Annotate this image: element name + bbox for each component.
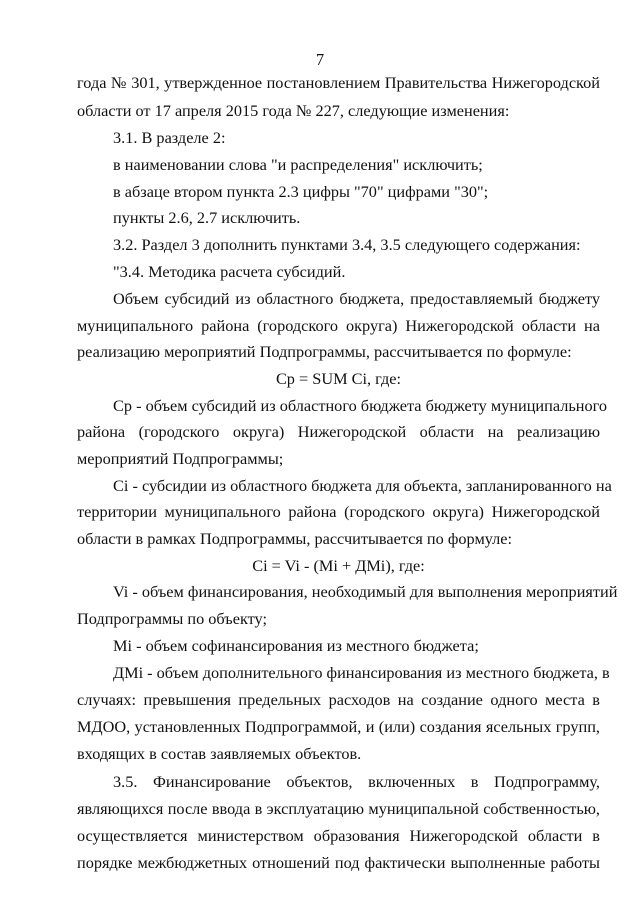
text-line: муниципального района (городского округа) Нижегородской области на <box>77 316 600 335</box>
text-line: территории муниципального района (городского округа) Нижегородской <box>77 502 600 521</box>
text-line: района (городского округа) Нижегородской области на реализацию <box>77 422 600 441</box>
text-line: Подпрограммы по объекту; <box>77 609 268 628</box>
text-line: Мi - объем софинансирования из местного бюджета; <box>113 636 479 655</box>
text-line: года № 301, утвержденное постановлением Правительства Нижегородской <box>77 73 600 92</box>
text-line: пункты 2.6, 2.7 исключить. <box>113 208 301 227</box>
text-line: случаях: превышения предельных расходов на создание одного места в <box>77 690 600 709</box>
text-line: осуществляется министерством образования Нижегородской области в <box>77 826 600 845</box>
text-line: области от 17 апреля 2015 года № 227, следующие изменения: <box>77 101 510 120</box>
text-line: являющихся после ввода в эксплуатацию муниципальной собственностью, <box>77 799 600 818</box>
text-line: порядке межбюджетных отношений под фактически выполненные работы <box>77 853 600 872</box>
text-line: МДОО, установленных Подпрограммой, и (или) создания ясельных групп, <box>77 717 600 736</box>
text-line: "3.4. Методика расчета субсидий. <box>113 262 346 281</box>
text-line: Vi - объем финансирования, необходимый для выполнения мероприятий <box>113 582 618 601</box>
text-line: входящих в состав заявляемых объектов. <box>77 744 362 763</box>
text-line: мероприятий Подпрограммы; <box>77 449 284 468</box>
text-line: Объем субсидий из областного бюджета, предоставляемый бюджету <box>113 289 600 308</box>
text-line: реализацию мероприятий Подпрограммы, рассчитывается по формуле: <box>77 342 572 361</box>
formula-line: Сi = Vi - (Мi + ДМi), где: <box>252 556 425 575</box>
text-line: области в рамках Подпрограммы, рассчитывается по формуле: <box>77 529 513 548</box>
text-line: ДМi - объем дополнительного финансирования из местного бюджета, в <box>113 663 610 682</box>
page-number: 7 <box>315 50 325 69</box>
text-line: 3.2. Раздел 3 дополнить пунктами 3.4, 3.5 следующего содержания: <box>113 235 581 254</box>
formula-line: Ср = SUM Сi, где: <box>275 369 402 388</box>
text-line: в абзаце втором пункта 2.3 цифры "70" цифрами "30"; <box>113 182 489 201</box>
text-line: в наименовании слова "и распределения" исключить; <box>113 155 483 174</box>
text-line: Ср - объем субсидий из областного бюджета бюджету муниципального <box>113 396 608 415</box>
text-line: Сi - субсидии из областного бюджета для объекта, запланированного на <box>113 476 612 495</box>
text-line: 3.5. Финансирование объектов, включенных в Подпрограмму, <box>113 772 600 791</box>
text-line: 3.1. В разделе 2: <box>113 128 226 147</box>
